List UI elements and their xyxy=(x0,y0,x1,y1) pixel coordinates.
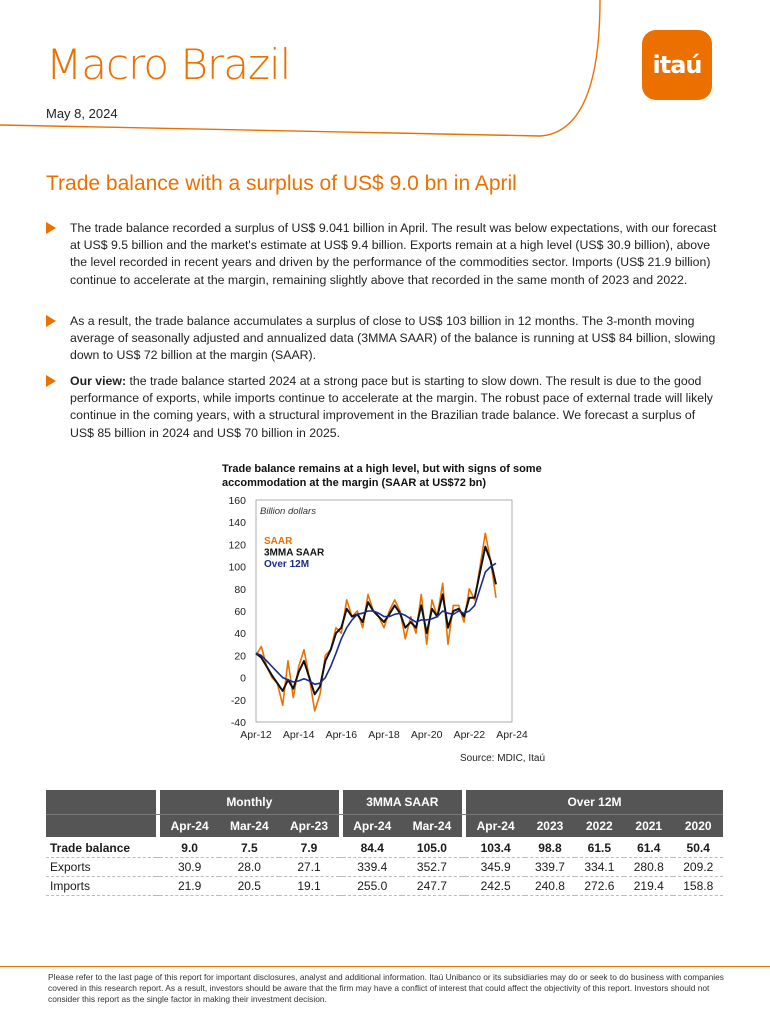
chart-title: Trade balance remains at a high level, but with signs of some accommodation at the margin (SAAR at US$72 bn) xyxy=(222,463,542,489)
col-header: Apr-24 xyxy=(343,815,402,838)
legend-entry: 3MMA SAAR xyxy=(264,547,325,559)
y-tick-label: 160 xyxy=(228,495,246,507)
y-tick-label: -40 xyxy=(230,717,246,729)
group-3mma-saar: 3MMA SAAR xyxy=(343,790,462,815)
y-tick-label: 60 xyxy=(234,606,246,618)
col-header: Apr-23 xyxy=(279,815,338,838)
col-header: Apr-24 xyxy=(466,815,525,838)
bullet-arrow-icon xyxy=(46,375,56,387)
table-row: Exports 30.9 28.0 27.1 339.4 352.7 345.9 339.7 334.1 280.8 209.2 xyxy=(46,858,723,877)
y-tick-label: 100 xyxy=(228,561,246,574)
y-tick-label: 20 xyxy=(234,650,246,663)
x-tick-label: Apr-22 xyxy=(453,729,486,741)
series-line-over-12m xyxy=(256,563,496,684)
our-view-label: Our view: xyxy=(70,374,127,388)
disclaimer: Please refer to the last page of this report for important disclosures, analyst and additional information. Itaú Unibanco or its subsidiaries may do or seek to do business with companies covered in this research report. As a result, investors should be aware that the firm may have a conflict of interest that could affect the objectivity of this report. Investors should not consider this report as the single factor in making their investment decision. xyxy=(48,972,724,1004)
bullet-1 xyxy=(46,220,722,289)
col-header: 2020 xyxy=(673,815,723,838)
y-tick-label: 140 xyxy=(228,517,246,530)
x-tick-label: Apr-20 xyxy=(410,729,443,741)
x-tick-label: Apr-12 xyxy=(240,729,272,741)
col-header: 2022 xyxy=(575,815,624,838)
summary-table xyxy=(46,790,723,896)
itau-logo: itaú xyxy=(642,30,712,100)
y-tick-label: 0 xyxy=(240,672,246,685)
bullet-arrow-icon xyxy=(46,222,56,234)
chart-source: Source: MDIC, Itaú xyxy=(460,753,546,764)
col-header: Apr-24 xyxy=(160,815,219,838)
y-axis-label: Billion dollars xyxy=(260,506,316,517)
table-row: Imports 21.9 20.5 19.1 255.0 247.7 242.5 240.8 272.6 219.4 158.8 xyxy=(46,877,723,896)
table-row: Trade balance 9.0 7.5 7.9 84.4 105.0 103.4 98.8 61.5 61.4 50.4 xyxy=(46,837,723,858)
y-tick-label: 40 xyxy=(234,628,246,641)
col-header: Mar-24 xyxy=(219,815,279,838)
x-tick-label: Apr-16 xyxy=(325,729,358,741)
col-header: Mar-24 xyxy=(402,815,462,838)
bullet-text: As a result, the trade balance accumulates a surplus of close to US$ 103 billion in 12 months. The 3-month moving average of seasonally adjusted and annualized data (3MMA SAAR) of the balance is running at US$ 84 billion, slowing down to US$ 72 billion at the margin (SAAR). xyxy=(70,314,716,363)
bullet-3 xyxy=(46,373,722,442)
bullet-text: the trade balance started 2024 at a strong pace but is starting to slow down. The result is due to the good performance of exports, while imports continue to accelerate at the margin. The robust pace of external trade will likely continue in the coming years, with a structural improvement in the Brazilian trade balance. We forecast a surplus of US$ 85 billion in 2024 and US$ 70 billion in 2025. xyxy=(70,374,713,440)
group-monthly: Monthly xyxy=(160,790,339,815)
bullet-2 xyxy=(46,313,722,365)
headline: Trade balance with a surplus of US$ 9.0 bn in April xyxy=(46,172,517,195)
x-tick-label: Apr-18 xyxy=(368,729,400,741)
report-date: May 8, 2024 xyxy=(46,106,118,121)
col-header: 2021 xyxy=(624,815,673,838)
y-tick-label: 80 xyxy=(234,583,246,596)
y-tick-label: 120 xyxy=(228,539,246,552)
y-tick-label: -20 xyxy=(230,694,246,707)
report-title: Macro Brazil xyxy=(46,40,291,89)
x-tick-label: Apr-14 xyxy=(282,729,315,741)
group-over-12m: Over 12M xyxy=(466,790,723,815)
legend-entry: SAAR xyxy=(264,536,293,547)
bullet-text: The trade balance recorded a surplus of US$ 9.041 billion in April. The result was below expectations, with our forecast at US$ 9.5 billion and the market's estimate at US$ 9.4 billion. Exports remain at a high level (US$ 30.9 billion), above the level recorded in recent years and driven by the performance of the commodities sector. Imports (US$ 21.9 billion) continue to accelerate at the margin, remaining slightly above that recorded in the same month of 2023 and 2022. xyxy=(70,221,717,287)
legend-entry: Over 12M xyxy=(264,559,310,570)
col-header: 2023 xyxy=(525,815,574,838)
x-tick-label: Apr-24 xyxy=(496,729,528,741)
footer-divider xyxy=(0,966,770,967)
bullet-arrow-icon xyxy=(46,315,56,327)
trade-balance-chart xyxy=(222,492,542,748)
